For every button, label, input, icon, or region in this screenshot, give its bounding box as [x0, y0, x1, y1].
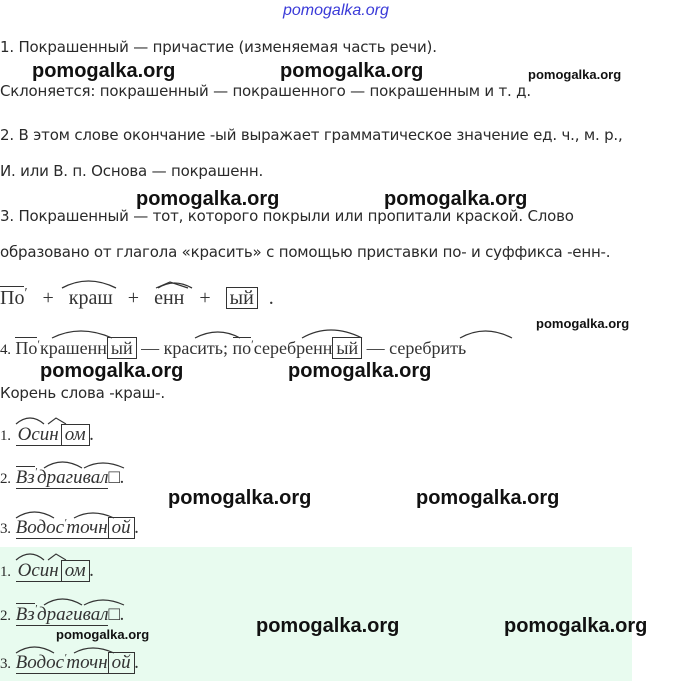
morpheme-formula: По′ + краш + енн + ый .	[0, 286, 274, 309]
watermark: pomogalka.org	[136, 188, 280, 210]
watermark: pomogalka.org	[416, 487, 560, 509]
watermark: pomogalka.org	[528, 67, 622, 82]
item-4-verb-2: серебрить	[389, 338, 467, 358]
watermark: pomogalka.org	[384, 188, 528, 210]
watermark: pomogalka.org	[56, 627, 150, 642]
formula-ending: ый	[226, 287, 258, 309]
analysis-3-repeat-arcs-icon	[14, 641, 134, 655]
item-4-number: 4.	[0, 342, 11, 358]
analysis-2-repeat: 2. Вз′драгивал□.	[0, 603, 125, 625]
suffix-angle-icon	[152, 280, 202, 290]
watermark: pomogalka.org	[288, 360, 432, 382]
text-line-3: 2. В этом слове окончание -ый выражает грамматическое значение ед. ч., м. р.,	[0, 126, 623, 144]
text-line-6: образовано от глагола «красить» с помощью приставки по- и суффикса -енн-.	[0, 243, 611, 261]
analysis-3-arcs-icon	[14, 506, 134, 520]
watermark: pomogalka.org	[280, 60, 424, 82]
root-line: Корень слова -краш-.	[0, 384, 165, 402]
formula-plus: +	[199, 287, 211, 309]
item-4-stem: крашенн	[39, 338, 107, 358]
watermark: pomogalka.org	[40, 360, 184, 382]
analysis-1-arcs-icon	[14, 412, 84, 426]
item-4-arcs-icon	[40, 324, 580, 340]
analysis-3: 3. Водос′точн ой .	[0, 517, 140, 538]
analysis-1-repeat-arcs-icon	[14, 548, 84, 562]
analysis-2: 2. Вз′драгивал□.	[0, 466, 125, 488]
watermark-top: pomogalka.org	[283, 2, 389, 19]
item-4-ending: ый	[107, 337, 137, 359]
text-line-4: И. или В. п. Основа — покрашенн.	[0, 162, 264, 180]
item-4-verb-1: красить;	[163, 338, 229, 358]
item-4-ending-2: ый	[332, 337, 362, 359]
formula-dot: .	[268, 287, 274, 309]
formula-root: краш	[68, 287, 113, 309]
item-4-stem-2: серебренн	[253, 338, 333, 358]
formula-prefix: По	[0, 287, 25, 309]
formula-suffix: енн	[154, 287, 185, 309]
analysis-2-repeat-arcs-icon	[40, 593, 140, 607]
item-4-prefix: По	[15, 338, 38, 358]
analysis-2-arcs-icon	[40, 456, 140, 470]
analysis-1: 1. Осин ом .	[0, 424, 95, 445]
watermark: pomogalka.org	[168, 487, 312, 509]
text-line-2: Склоняется: покрашенный — покрашенного — покрашенным и т. д.	[0, 82, 531, 100]
watermark: pomogalka.org	[32, 60, 176, 82]
item-4-prefix-2: по	[232, 338, 252, 358]
analysis-3-repeat: 3. Водос′точн ой .	[0, 652, 140, 673]
item-4-dash: —	[141, 338, 160, 358]
watermark: pomogalka.org	[256, 615, 400, 637]
watermark: pomogalka.org	[536, 316, 630, 331]
watermark: pomogalka.org	[504, 615, 648, 637]
formula-plus: +	[42, 287, 54, 309]
formula-plus: +	[127, 287, 140, 309]
analysis-1-repeat: 1. Осин ом .	[0, 560, 95, 581]
text-line-5: 3. Покрашенный — тот, которого покрыли или пропитали краской. Слово	[0, 207, 574, 225]
text-line-1: 1. Покрашенный — причастие (изменяемая часть речи).	[0, 38, 437, 56]
item-4-dash: —	[366, 338, 385, 358]
item-4: 4. По′крашенн ый — красить; по′серебренн ый — серебрить	[0, 337, 467, 358]
